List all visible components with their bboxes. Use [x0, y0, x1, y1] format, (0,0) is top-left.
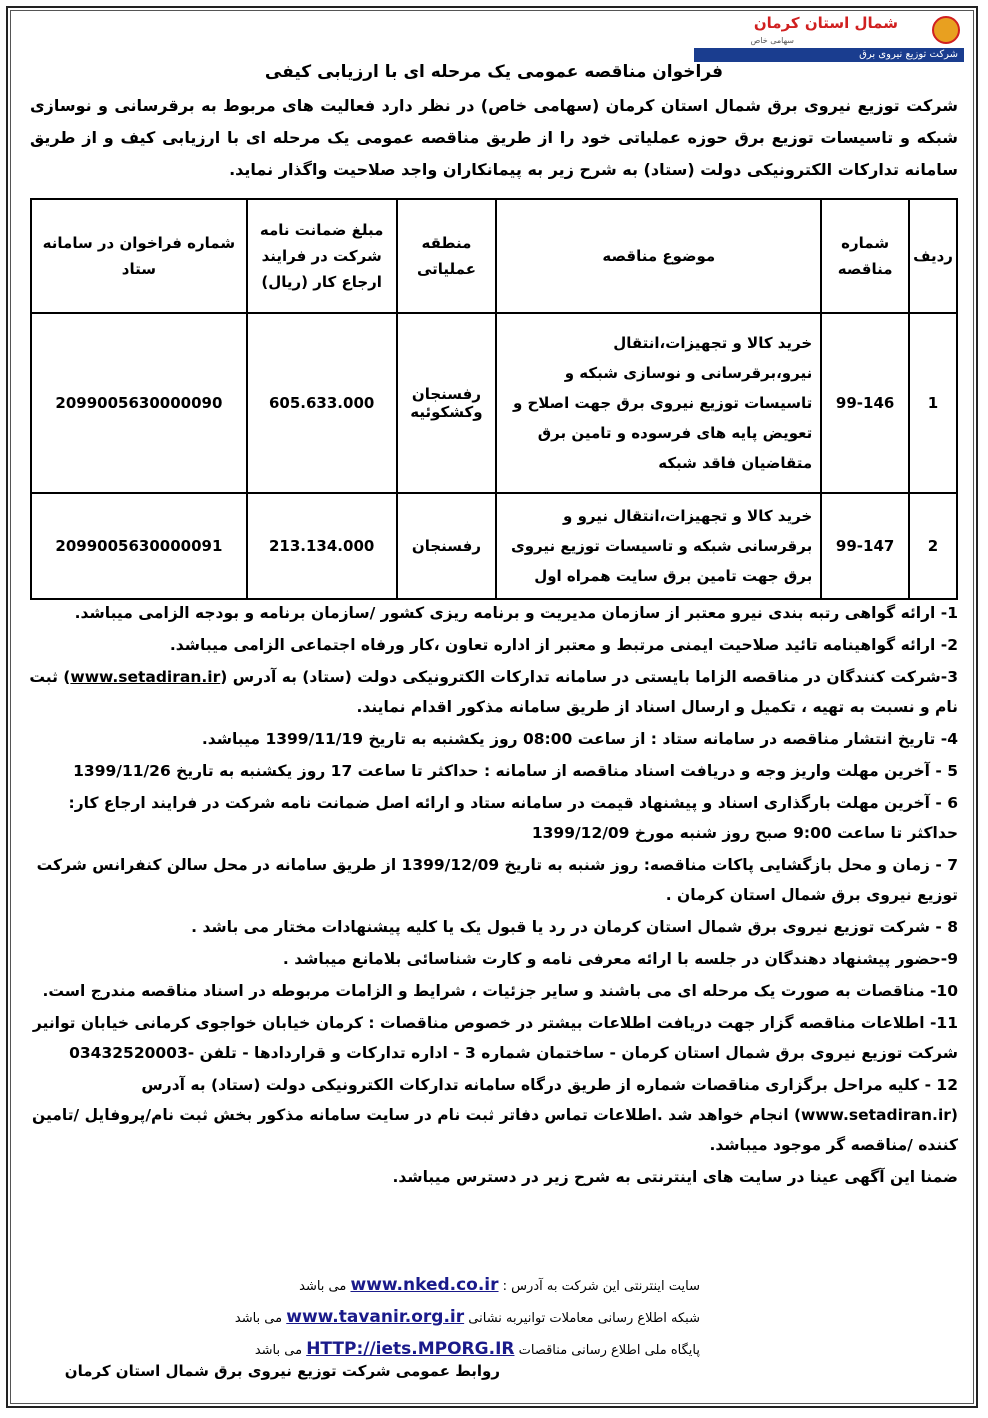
cell-call-number: 2099005630000091 — [31, 493, 247, 599]
table-row — [31, 493, 957, 599]
website-list — [0, 1270, 700, 1366]
table-header-row — [31, 199, 957, 313]
site-row — [0, 1270, 700, 1302]
company-logo — [694, 14, 964, 60]
cell-region: رفسنجان وکشکوئیه — [397, 313, 497, 493]
page-title: فراخوان مناقصه عمومی یک مرحله ای با ارزیابی کیفی — [264, 62, 724, 82]
iets-link[interactable]: HTTP://iets.MPORG.IR — [306, 1339, 515, 1359]
site-suffix: می باشد — [299, 1279, 347, 1294]
nked-link[interactable]: www.nked.co.ir — [350, 1275, 499, 1295]
header-guarantee: مبلغ ضمانت نامه شرکت در فرایند ارجاع کار (ریال) — [247, 199, 397, 313]
site-suffix: می باشد — [254, 1343, 303, 1358]
cell-row-number: 1 — [909, 313, 957, 493]
note-10: 10- مناقصات به صورت یک مرحله ای می باشند و سایر جزئیات ، شرایط و الزامات مربوطه در اسناد مناقصه مندرج است. — [42, 982, 958, 1000]
tavanir-link[interactable]: www.tavanir.org.ir — [286, 1307, 465, 1327]
note-3-text-a: 3-شرکت کنندگان در مناقصه الزاما بایستی در سامانه تدارکات الکترونیکی دولت (ستاد) به آدرس ( — [220, 668, 958, 686]
cell-guarantee: 605.633.000 — [247, 313, 397, 493]
tender-table — [30, 198, 958, 600]
cell-row-number: 2 — [909, 493, 957, 599]
note-12: 12 - کلیه مراحل برگزاری مناقصات شماره از طریق درگاه سامانه تدارکات الکترونیکی دولت (ستاد) به آدرس (www.setadiran.ir) انجام خواهد شد .اطلاعات تماس دفاتر ثبت نام در سایت سامانه مذکور بخش ثبت نام/پروفایل /تامین کننده /مناقصه گر موجود میباشد. — [32, 1076, 958, 1154]
note-11: 11- اطلاعات مناقصه گزار جهت دریافت اطلاعات بیشتر در خصوص مناقصات : کرمان خیابان خواجوی کرمانی خیابان توانیر شرکت توزیع نیروی برق شمال استان کرمان - ساختمان شماره 3 - اداره تدارکات و قراردادها - تلفن -03432520003 — [32, 1014, 958, 1062]
setadiran-link[interactable]: www.setadiran.ir — [70, 668, 221, 686]
logo-company-name: شمال استان کرمان — [753, 14, 898, 32]
note-9: 9-حضور پیشنهاد دهندگان در جلسه با ارائه معرفی نامه و کارت شناسائی بلامانع میباشد . — [282, 950, 958, 968]
cell-subject: خرید کالا و تجهیزات،انتقال نیرو،برقرسانی و نوسازی شبکه و تاسیسات توزیع نیروی برق جهت اصلاح و تعویض پایه های فرسوده و تامین برق متقاضیان فاقد شبکه — [496, 313, 821, 493]
note-8: 8 - شرکت توزیع نیروی برق شمال استان کرمان در رد یا قبول یک یا کلیه پیشنهادات مختار می باشد . — [191, 918, 958, 936]
site-suffix: می باشد — [234, 1311, 283, 1326]
cell-tender-number: 99-147 — [821, 493, 909, 599]
site-row — [0, 1302, 700, 1334]
table-row — [31, 313, 957, 493]
cell-guarantee: 213.134.000 — [247, 493, 397, 599]
header-call-number: شماره فراخوان در سامانه ستاد — [31, 199, 247, 313]
intro-paragraph: شرکت توزیع نیروی برق شمال استان کرمان (سهامی خاص) در نظر دارد فعالیت های مربوط به برقرسانی و نوسازی شبکه و تاسیسات توزیع برق حوزه عملیاتی خود را از طریق مناقصه عمومی یک مرحله ای با ارزیابی کیف و از طریق سامانه تدارکات الکترونیکی دولت (ستاد) به شرح زیر به پیمانکاران واجد صلاحیت واگذار نماید. — [30, 96, 958, 179]
conditions-list — [22, 598, 958, 1194]
header-region: منطقه عملیاتی — [397, 199, 497, 313]
site-prefix: سایت اینترنتی این شرکت به آدرس : — [502, 1279, 700, 1294]
logo-bar: شرکت توزیع نیروی برق — [694, 48, 964, 62]
footer-signature: روابط عمومی شرکت توزیع نیروی برق شمال استان کرمان — [64, 1362, 500, 1380]
note-6: 6 - آخرین مهلت بارگذاری اسناد و پیشنهاد قیمت در سامانه ستاد و ارائه اصل ضمانت نامه شرکت در فرایند ارجاع کار: حداکثر تا ساعت 9:00 صبح روز شنبه مورخ 1399/12/09 — [68, 794, 958, 842]
note-3 — [22, 662, 958, 722]
logo-subtitle: سهامی خاص — [750, 36, 794, 45]
site-prefix: شبکه اطلاع رسانی معاملات توانیربه نشانی — [468, 1311, 700, 1326]
site-prefix: پایگاه ملی اطلاع رسانی مناقصات — [518, 1343, 700, 1358]
note-2: 2- ارائه گواهینامه تائید صلاحیت ایمنی مرتبط و معتبر از اداره تعاون ،کار ورفاه اجتماعی الزامی میباشد. — [169, 636, 958, 654]
note-7: 7 - زمان و محل بازگشایی پاکات مناقصه: روز شنبه به تاریخ 1399/12/09 از طریق سامانه در محل سالن کنفرانس شرکت توزیع نیروی برق شمال استان کرمان . — [36, 856, 958, 904]
note-3-text-b: ) ثبت نام و نسبت به تهیه ، تکمیل و ارسال اسناد از طریق سامانه مذکور اقدام نمایند. — [29, 668, 958, 716]
logo-emblem-icon — [932, 16, 960, 44]
cell-tender-number: 99-146 — [821, 313, 909, 493]
note-4: 4- تاریخ انتشار مناقصه در سامانه ستاد : از ساعت 08:00 روز یکشنبه به تاریخ 1399/11/19 میباشد. — [201, 730, 958, 748]
cell-call-number: 2099005630000090 — [31, 313, 247, 493]
cell-region: رفسنجان — [397, 493, 497, 599]
header-row-number: ردیف — [909, 199, 957, 313]
note-1: 1- ارائه گواهی رتبه بندی نیرو معتبر از سازمان مدیریت و برنامه ریزی کشور /سازمان برنامه و بودجه الزامی میباشد. — [74, 604, 958, 622]
note-also: ضمنا این آگهی عینا در سایت های اینترنتی به شرح زیر در دسترس میباشد. — [392, 1168, 958, 1186]
header-tender-number: شماره مناقصه — [821, 199, 909, 313]
cell-subject: خرید کالا و تجهیزات،انتقال نیرو و برقرسانی شبکه و تاسیسات توزیع نیروی برق جهت تامین برق سایت همراه اول — [496, 493, 821, 599]
note-5: 5 - آخرین مهلت واریز وجه و دریافت اسناد مناقصه از سامانه : حداکثر تا ساعت 17 روز یکشنبه به تاریخ 1399/11/26 — [73, 762, 958, 780]
header-subject: موضوع مناقصه — [496, 199, 821, 313]
